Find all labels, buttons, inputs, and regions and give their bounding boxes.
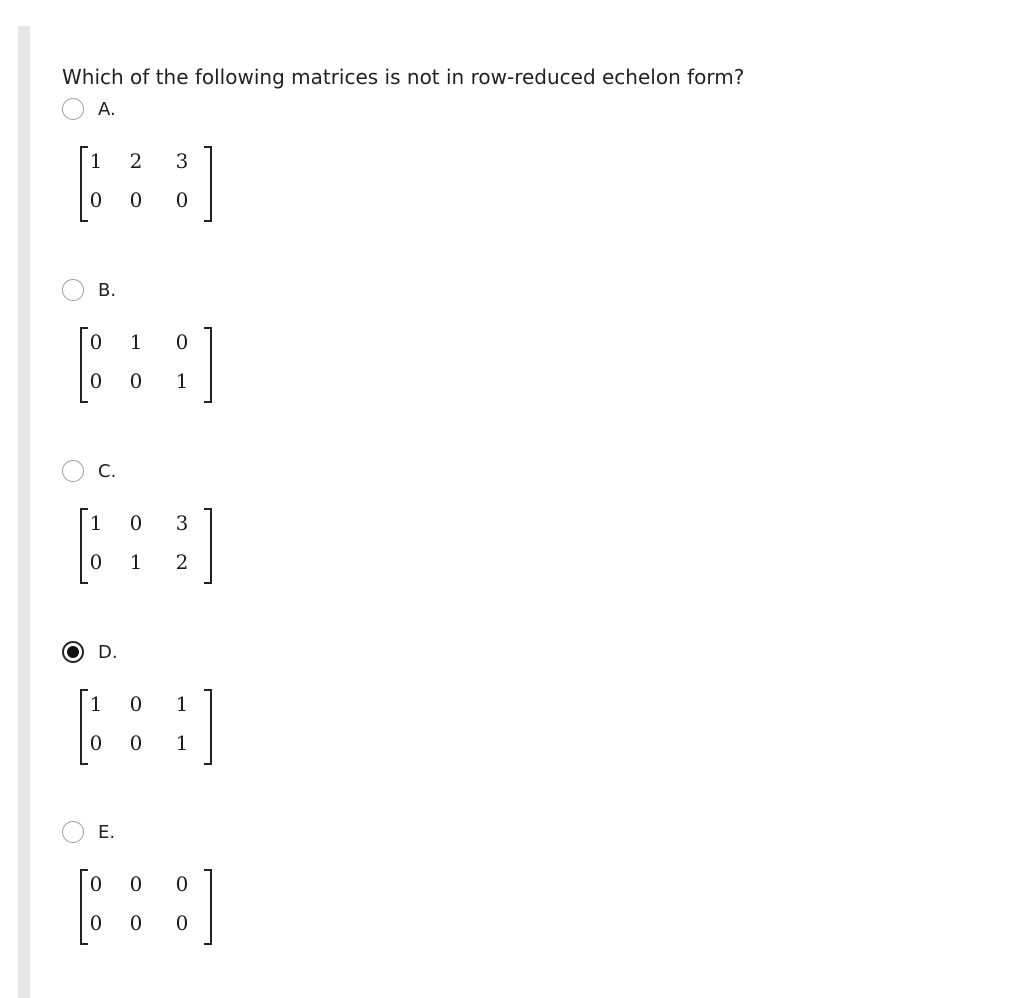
matrix-cell: 1 [175,692,189,716]
matrix-cell: 1 [89,149,103,173]
option-b-label: B. [98,279,117,301]
matrix-cell: 0 [129,369,143,393]
option-d-matrix [80,689,212,765]
matrix-cell: 1 [129,550,143,574]
option-c [62,457,462,607]
matrix-cell: 0 [129,911,143,935]
option-d-choice[interactable] [62,638,118,666]
matrix-cell: 0 [129,511,143,535]
matrix-cell: 3 [175,149,189,173]
option-c-label: C. [98,460,117,482]
option-c-matrix [80,508,212,584]
option-b-radio[interactable] [62,279,84,301]
matrix-cell: 0 [175,188,189,212]
matrix-cell: 0 [89,369,103,393]
matrix-cell: 0 [129,188,143,212]
option-b-matrix [80,327,212,403]
option-d-label: D. [98,641,118,663]
option-e [62,818,462,968]
matrix-cell: 0 [89,550,103,574]
question-text: Which of the following matrices is not in row-reduced echelon form? [62,65,745,89]
matrix-cell: 0 [175,911,189,935]
matrix-cell: 1 [89,511,103,535]
left-accent-bar [18,26,30,998]
matrix-cell: 1 [175,369,189,393]
option-e-matrix [80,869,212,945]
option-a-radio[interactable] [62,98,84,120]
matrix-right-bracket [204,869,212,945]
matrix-cell: 0 [129,692,143,716]
matrix-cell: 0 [175,872,189,896]
option-a-matrix [80,146,212,222]
matrix-right-bracket [204,327,212,403]
option-e-label: E. [98,821,116,843]
matrix-cell: 0 [89,330,103,354]
option-d [62,638,462,788]
matrix-cell: 1 [175,731,189,755]
matrix-cell: 2 [175,550,189,574]
matrix-cell: 1 [89,692,103,716]
option-a-choice[interactable] [62,95,116,123]
matrix-right-bracket [204,508,212,584]
matrix-right-bracket [204,146,212,222]
option-b [62,276,462,426]
option-c-radio[interactable] [62,460,84,482]
option-e-radio[interactable] [62,821,84,843]
matrix-cell: 0 [129,731,143,755]
matrix-cell: 0 [175,330,189,354]
option-a-label: A. [98,98,116,120]
matrix-cell: 3 [175,511,189,535]
option-b-choice[interactable] [62,276,116,304]
matrix-cell: 0 [89,731,103,755]
matrix-cell: 2 [129,149,143,173]
option-a [62,95,462,245]
option-c-choice[interactable] [62,457,116,485]
option-d-radio[interactable] [62,641,84,663]
matrix-cell: 0 [129,872,143,896]
matrix-cell: 0 [89,188,103,212]
option-e-choice[interactable] [62,818,115,846]
matrix-cell: 0 [89,911,103,935]
matrix-cell: 1 [129,330,143,354]
matrix-right-bracket [204,689,212,765]
matrix-cell: 0 [89,872,103,896]
